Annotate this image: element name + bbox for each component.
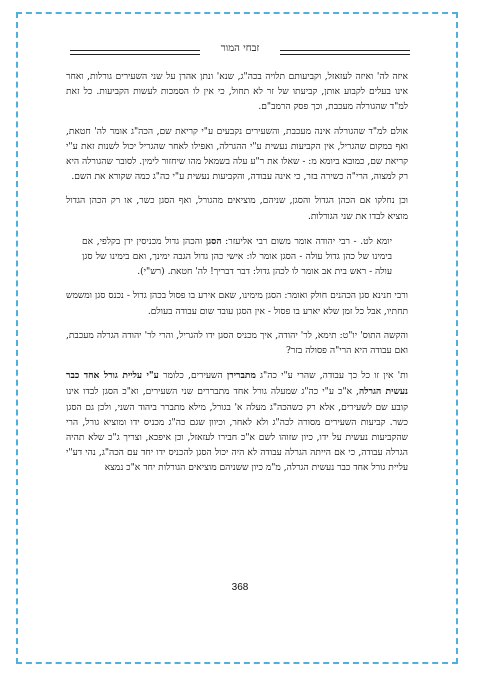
paragraph-3: וכן נחלקו אם הכהן הגדול והסגן, שניהם, מוציאים מהגורל, ואף הסגן כשר, או רק הכהן הגדול מוציא לבדו את שני הגורלות.	[66, 196, 408, 222]
header-title: זבחי המור	[220, 43, 260, 54]
quote-pre: יומא לט. - רבי יהודה אומר משום רבי אליעזר:	[221, 236, 392, 247]
paragraph-5: ורבי חנינא סגן הכהנים חולק ואומר: הסגן מימינו, שאם אירע בו פסול בכהן גדול - נכנס סגן ומשמש תחתיו, אבל כל זמן שלא יארע בו פסול - אין הסגן עובד שום עבודה בעולם.	[66, 291, 408, 317]
quote-post: והכהן גדול מכניסין ידן בקלפי, אם בימינו של כהן גדול עולה - הסגן אומר לו: אישי כהן גדול הגבה ימינך, ואם בימינו של סגן עולה - ראש בית אב אומר לו לכהן גדול: דבר דבריך! לה' חטאת. (רש"י).	[82, 236, 392, 278]
p7-part-1: ות' אין זו כל כך עבודה, שהרי ע"י כה"ג	[255, 371, 409, 382]
paragraph-6: והקשה התוס' יו"ט: תימא, לר' יהודה, איך מכניס הסגן ידו להגריל, והרי לר' יהודה הגרלה מעכבת, ואם עבודה היא הרי"ה פסולה בזר?	[66, 330, 408, 357]
header-rule-right	[280, 50, 410, 55]
p7-part-3: , א"כ ע"י כה"ג שמעלה גורל אחד מתבררים שני השעירים, וא"כ הסגן לבדו אינו קובע שם לשעירים, אלא רק כשהכה"ג מעלה א' בגורל, מילא מתברר ביהוד השני, ולכן גם הסגן כשר. קביעות השעירים מסורה לכה"ג ולא לאחר, וכיוון שגם כה"ג מכניס ידו ומוציא גורל, הרי שהקביעות נעשית על ידו, כיון שזוהו לשם א"כ חבירו לעזאזל, וכן איפכא, וצריך ג"כ שלא תהיה הגרלה עבודה, כי אם הייתה הגרלה עבודה לא היה יכול הסגן להכניס ידו יחד עם הכה"ג, נהי דע"י עליית גורל אחד כבר נעשית הגרלה, מ"מ כיון ששניהם מוציאים הגורלות יחד א"כ נמצא	[66, 387, 408, 474]
quoted-source	[82, 234, 392, 281]
paragraph-7	[66, 368, 408, 476]
page-number: 368	[231, 582, 249, 593]
p7-part-2: השעירים, כלומר	[158, 371, 227, 382]
running-header	[70, 43, 410, 57]
p7-bold-1: מתברירן	[226, 370, 256, 382]
quote-bold: הסגן	[205, 235, 222, 247]
page-body	[66, 70, 408, 483]
paragraph-2: אולם למ"ד שהגורלה אינה מעכבת, והשעירים נקבעים ע"י קריאת שם, הכה"ג אומר לה' חטאת, ואף במקום שהגריל, אין הקביעות נעשית ע"י ההגרלה, ואפילו לאחר שהגריל יכול לשנות זאת ע"י קריאת שם, כמובא ביומא מ: - שאלו את ר"ע עלה בשמאל מהו שיחזור לימין. לסובר שהגורלה היא רק למצוה, הרי"ה כשירה בזר, כי אינה עבודה, והקביעות נעשית ע"י כה"ג כמה שקורא את השם.	[65, 126, 408, 183]
paragraph-1: איזה לה' ואיזה לעזאזל, וקביעותם תלויה בכה"ג, שנא' ונתן אהרן על שני השעירים גורלות, ואחר אינו בעלים לקבוע אותן, קביעתו של זר לא תחול, כי אין לו הסמכות לעשות הקביעות. כל זאת למ"ד שהגורלה מעכבת, וכך פסק הרמב"ם.	[66, 72, 408, 113]
p7-bold-2: ע"י עליית גורל אחד כבר נעשית הגרלה	[66, 370, 408, 398]
